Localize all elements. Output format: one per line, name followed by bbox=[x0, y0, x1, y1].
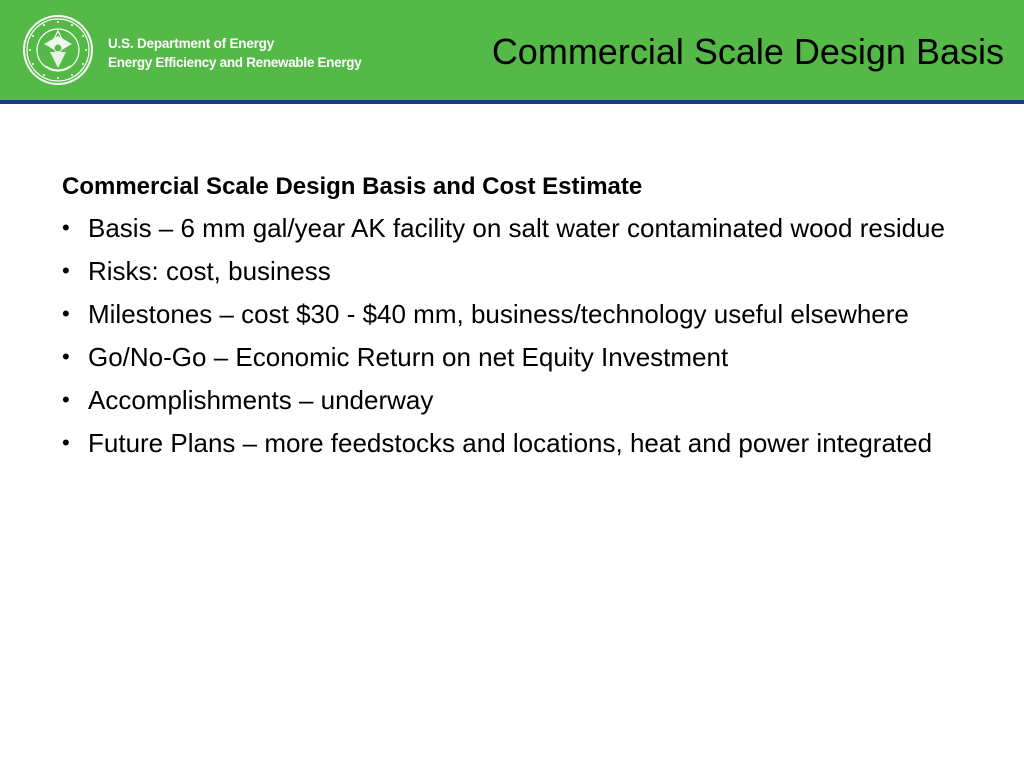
bullet-text: Go/No-Go – Economic Return on net Equity Investment bbox=[88, 342, 729, 372]
bullet-marker: • bbox=[62, 301, 70, 326]
bullet-item bbox=[62, 424, 972, 462]
slide-title: Commercial Scale Design Basis bbox=[491, 31, 1004, 72]
bullet-item bbox=[62, 295, 972, 333]
bullet-text: Basis – 6 mm gal/year AK facility on salt water contaminated wood residue bbox=[88, 213, 945, 243]
bullet-item bbox=[62, 252, 972, 290]
bullet-marker: • bbox=[62, 258, 70, 283]
bullet-marker: • bbox=[62, 215, 70, 240]
agency-name bbox=[108, 34, 361, 72]
header-divider bbox=[0, 100, 1024, 104]
doe-seal-icon bbox=[22, 14, 94, 86]
bullet-marker: • bbox=[62, 387, 70, 412]
bullet-text: Future Plans – more feedstocks and locations, heat and power integrated bbox=[88, 428, 933, 458]
bullet-text: Accomplishments – underway bbox=[88, 385, 434, 415]
bullet-list bbox=[62, 209, 972, 462]
content-subheading: Commercial Scale Design Basis and Cost Estimate bbox=[62, 173, 643, 200]
bullet-item bbox=[62, 381, 972, 419]
bullet-marker: • bbox=[62, 430, 70, 455]
bullet-text: Risks: cost, business bbox=[88, 256, 331, 286]
header-banner bbox=[0, 0, 1024, 100]
agency-line-2: Energy Efficiency and Renewable Energy bbox=[108, 55, 362, 70]
agency-line-1: U.S. Department of Energy bbox=[108, 36, 275, 51]
bullet-marker: • bbox=[62, 344, 70, 369]
bullet-text: Milestones – cost $30 - $40 mm, business/technology useful elsewhere bbox=[88, 299, 909, 329]
slide-content bbox=[62, 171, 972, 467]
bullet-item bbox=[62, 338, 972, 376]
bullet-item bbox=[62, 209, 972, 247]
